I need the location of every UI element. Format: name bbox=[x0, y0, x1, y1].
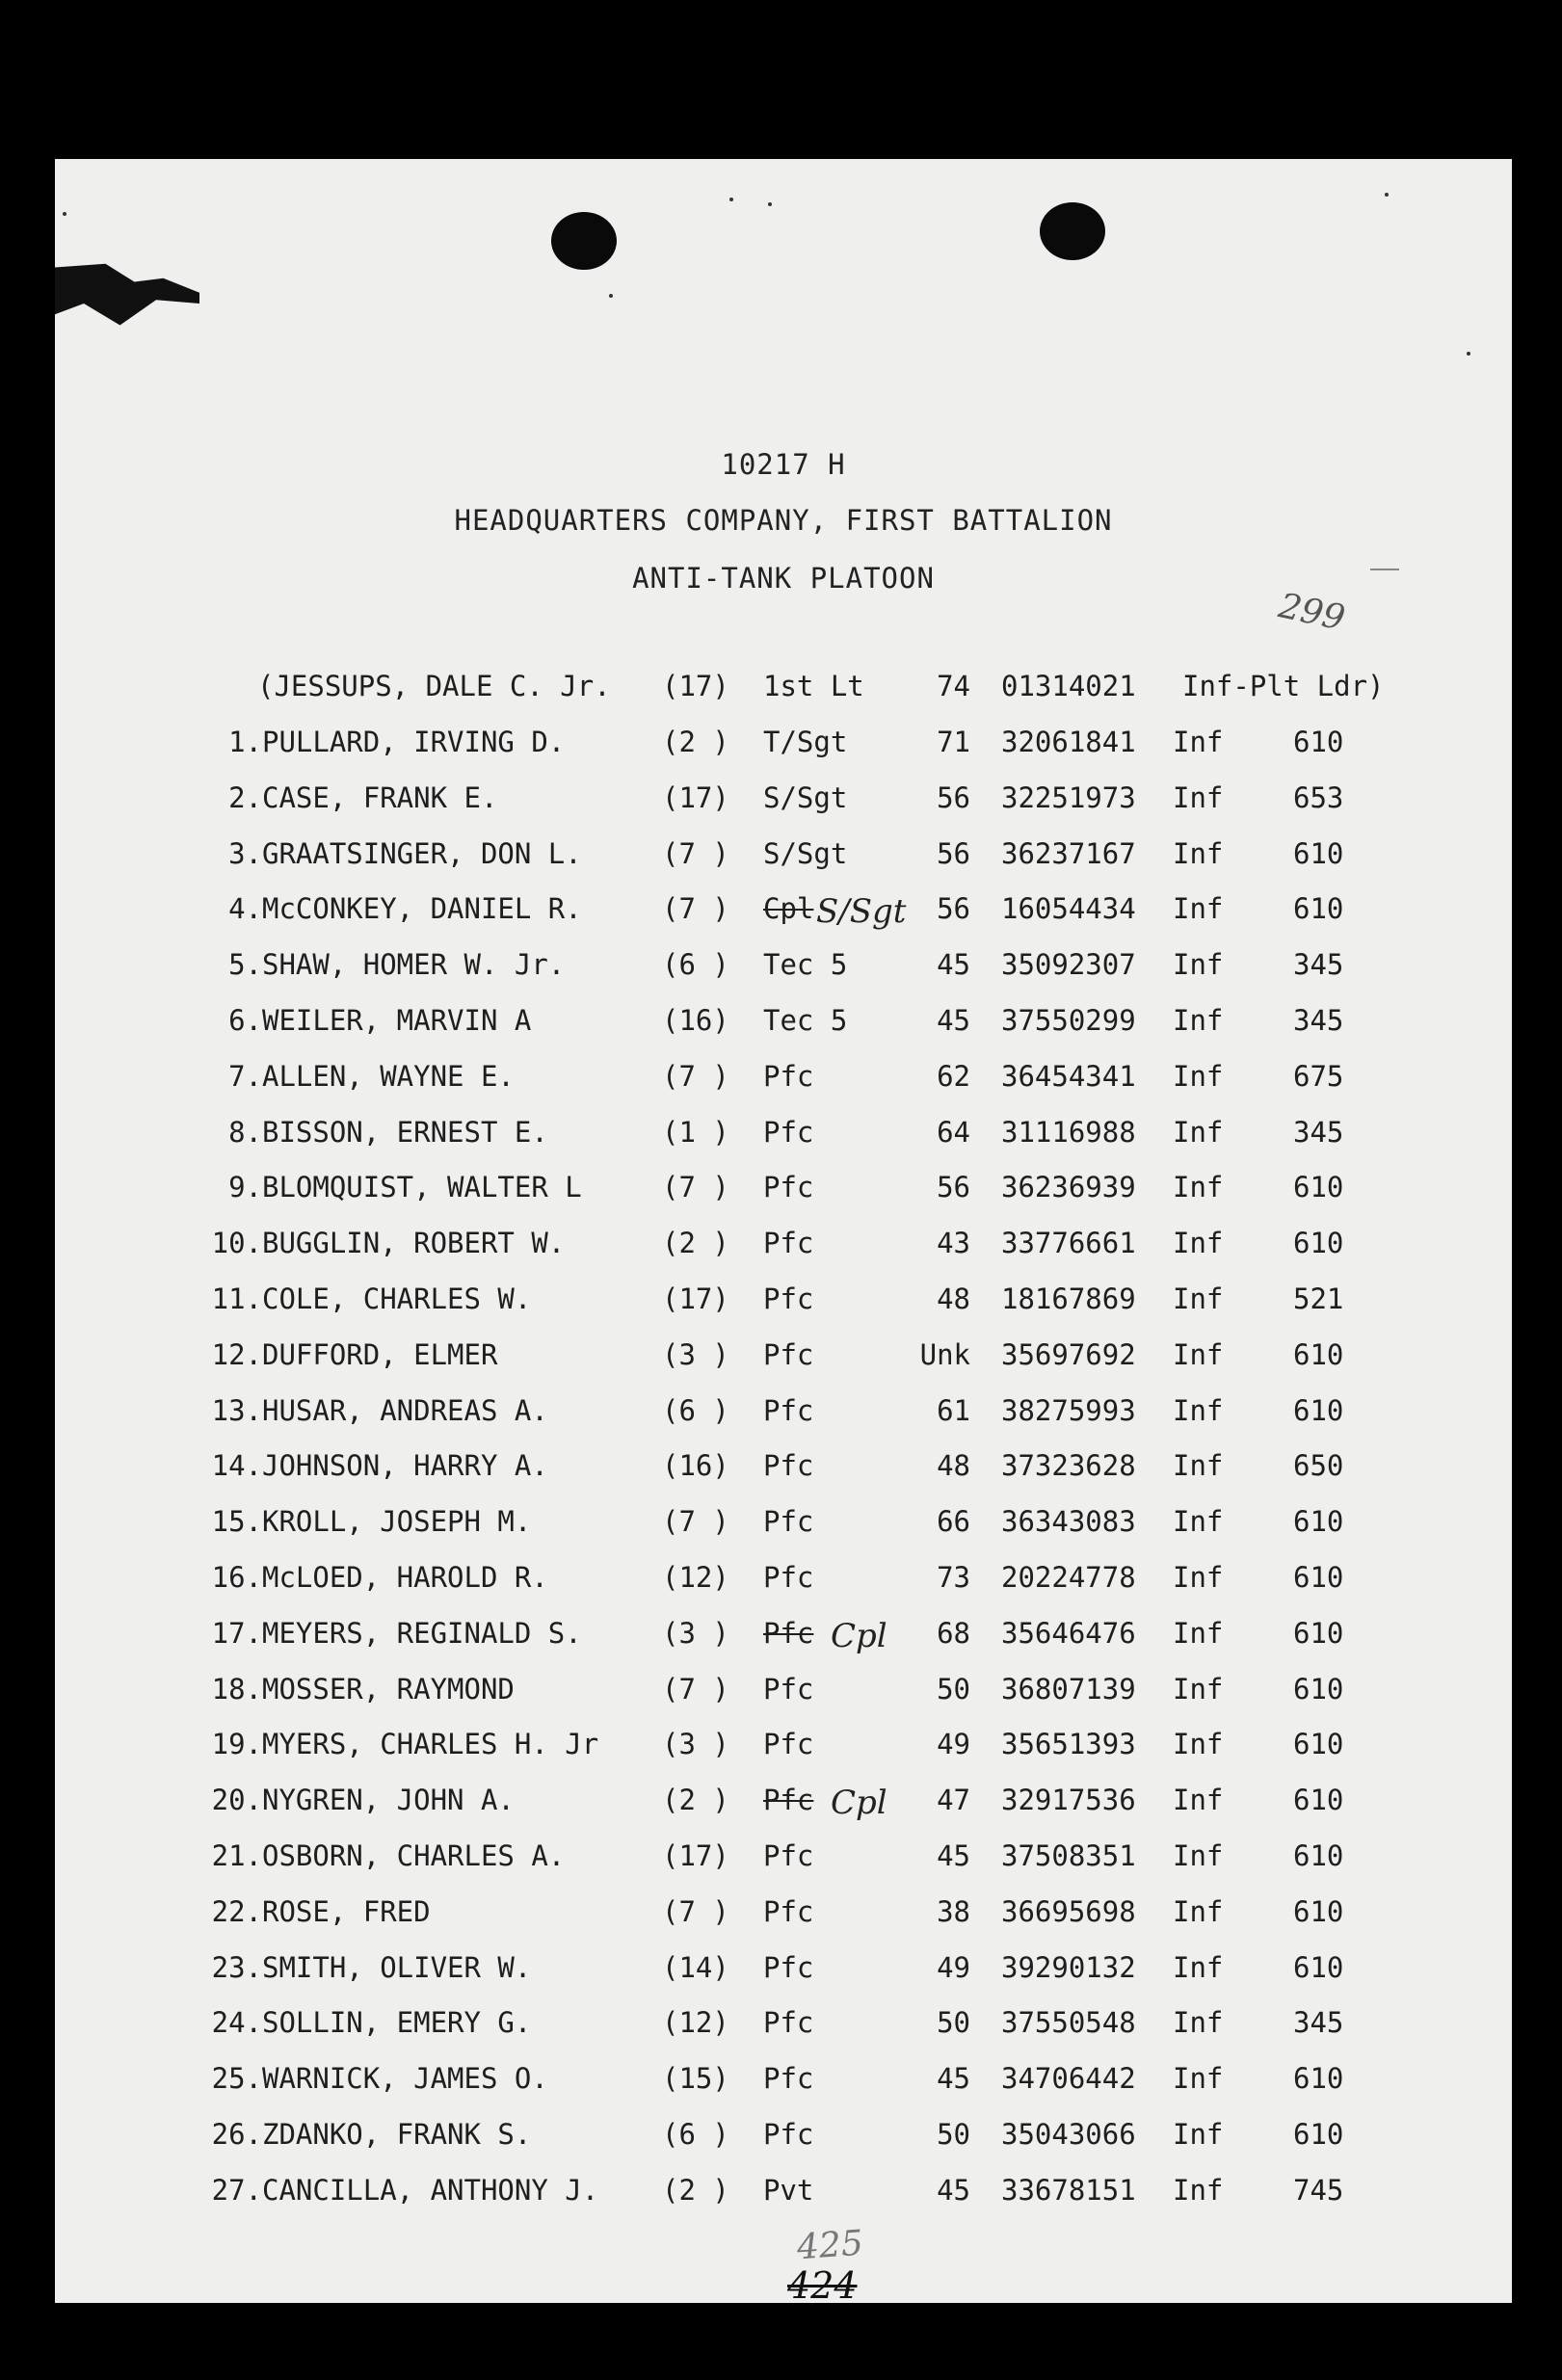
mos-cell: 610 bbox=[1293, 1672, 1344, 1706]
soldier-name: BUGGLIN, ROBERT W. bbox=[262, 1227, 566, 1260]
branch-cell: Inf bbox=[1173, 1950, 1224, 1984]
branch-cell: Inf bbox=[1173, 2006, 1224, 2040]
score-cell: 45 bbox=[937, 1839, 970, 1872]
score-cell: 71 bbox=[937, 726, 970, 758]
score-cell: 68 bbox=[937, 1616, 970, 1650]
serial-number: 32917536 bbox=[1001, 1784, 1136, 1817]
row-number: 4. bbox=[228, 892, 262, 926]
rank-cell: Pfc bbox=[763, 1616, 814, 1650]
mos-cell: 610 bbox=[1293, 1393, 1344, 1427]
score-cell: 49 bbox=[937, 1728, 970, 1761]
serial-number: 37508351 bbox=[1001, 1839, 1136, 1872]
speck bbox=[729, 198, 733, 201]
code-cell: (17) bbox=[662, 1283, 729, 1315]
branch-cell: Inf bbox=[1173, 2118, 1224, 2151]
row-number: 18. bbox=[211, 1672, 262, 1706]
soldier-name: MEYERS, REGINALD S. bbox=[262, 1616, 582, 1650]
branch-cell: Inf bbox=[1173, 1561, 1224, 1594]
mos-cell: 610 bbox=[1293, 1950, 1344, 1984]
file-number: 10217 H bbox=[721, 448, 846, 481]
speck bbox=[609, 294, 613, 298]
code-cell: (15) bbox=[662, 2062, 729, 2096]
code-cell: (6 ) bbox=[662, 2118, 729, 2151]
mos-cell: 610 bbox=[1293, 1839, 1344, 1872]
mos-cell: 610 bbox=[1293, 2118, 1344, 2151]
soldier-name: HUSAR, ANDREAS A. bbox=[262, 1393, 548, 1427]
rank-cell: Tec 5 bbox=[763, 1004, 848, 1037]
serial-number: 35646476 bbox=[1001, 1616, 1136, 1650]
branch-cell: Inf bbox=[1173, 1337, 1224, 1371]
soldier-name: CANCILLA, ANTHONY J. bbox=[262, 2173, 599, 2207]
row-number: 16. bbox=[211, 1561, 262, 1594]
mos-cell: 610 bbox=[1293, 1894, 1344, 1928]
soldier-name: NYGREN, JOHN A. bbox=[262, 1784, 515, 1817]
serial-number: 36343083 bbox=[1001, 1505, 1136, 1539]
serial-number: 35697692 bbox=[1001, 1337, 1136, 1371]
leader-row bbox=[55, 670, 1512, 708]
code-cell: (17) bbox=[662, 1839, 729, 1872]
row-number: 2. bbox=[228, 780, 262, 814]
soldier-name: SMITH, OLIVER W. bbox=[262, 1950, 532, 1984]
mos-cell: 653 bbox=[1293, 780, 1344, 814]
row-number: 19. bbox=[211, 1728, 262, 1761]
mos-cell: 521 bbox=[1293, 1283, 1344, 1315]
score-cell: 48 bbox=[937, 1449, 970, 1483]
handwritten-total-new: 425 bbox=[795, 2223, 865, 2268]
code-cell: (2 ) bbox=[662, 1227, 729, 1260]
rank-cell: Pfc bbox=[763, 1393, 814, 1427]
soldier-name: ZDANKO, FRANK S. bbox=[262, 2118, 532, 2151]
score-cell: 49 bbox=[937, 1950, 970, 1984]
serial-number: 36807139 bbox=[1001, 1672, 1136, 1706]
score-cell: Unk bbox=[919, 1337, 970, 1371]
branch-cell: Inf bbox=[1173, 892, 1224, 926]
rank-cell: Pfc bbox=[763, 1505, 814, 1539]
rank-cell: Pfc bbox=[763, 1449, 814, 1483]
row-number: 9. bbox=[228, 1171, 262, 1204]
soldier-name: KROLL, JOSEPH M. bbox=[262, 1505, 532, 1539]
branch-cell: Inf bbox=[1173, 948, 1224, 982]
soldier-name: ROSE, FRED bbox=[262, 1894, 431, 1928]
mos-cell: 345 bbox=[1293, 2006, 1344, 2040]
leader-code: (17) bbox=[662, 670, 729, 702]
branch-cell: Inf bbox=[1173, 1283, 1224, 1315]
table-row bbox=[55, 1283, 1512, 1321]
score-cell: 45 bbox=[937, 1004, 970, 1037]
leader-score: 74 bbox=[937, 670, 970, 702]
serial-number: 20224778 bbox=[1001, 1561, 1136, 1594]
row-number: 26. bbox=[211, 2118, 262, 2151]
leader-rank: 1st Lt bbox=[763, 670, 864, 702]
code-cell: (1 ) bbox=[662, 1115, 729, 1149]
rank-cell: Pfc bbox=[763, 1283, 814, 1315]
score-cell: 43 bbox=[937, 1227, 970, 1260]
soldier-name: SHAW, HOMER W. Jr. bbox=[262, 948, 566, 982]
soldier-name: BISSON, ERNEST E. bbox=[262, 1115, 548, 1149]
row-number: 23. bbox=[211, 1950, 262, 1984]
score-cell: 45 bbox=[937, 2173, 970, 2207]
branch-cell: Inf bbox=[1173, 1171, 1224, 1204]
row-number: 15. bbox=[211, 1505, 262, 1539]
serial-number: 36695698 bbox=[1001, 1894, 1136, 1928]
handwritten-total-old: 424 bbox=[787, 2264, 858, 2307]
mos-cell: 610 bbox=[1293, 2062, 1344, 2096]
unit-heading: HEADQUARTERS COMPANY, FIRST BATTALION bbox=[454, 504, 1113, 537]
branch-cell: Inf bbox=[1173, 1449, 1224, 1483]
score-cell: 66 bbox=[937, 1505, 970, 1539]
handwritten-rank: S/Sgt bbox=[816, 892, 907, 932]
row-number: 11. bbox=[211, 1283, 262, 1315]
soldier-name: CASE, FRANK E. bbox=[262, 780, 498, 814]
branch-cell: Inf bbox=[1173, 1115, 1224, 1149]
row-number: 14. bbox=[211, 1449, 262, 1483]
serial-number: 35651393 bbox=[1001, 1728, 1136, 1761]
row-number: 20. bbox=[211, 1784, 262, 1817]
table-row bbox=[55, 2118, 1512, 2156]
rank-cell: Pfc bbox=[763, 2062, 814, 2096]
branch-cell: Inf bbox=[1173, 1227, 1224, 1260]
serial-number: 33776661 bbox=[1001, 1227, 1136, 1260]
table-row bbox=[55, 1617, 1512, 1655]
rank-cell: Pfc bbox=[763, 1337, 814, 1371]
table-row bbox=[55, 1784, 1512, 1822]
code-cell: (6 ) bbox=[662, 948, 729, 982]
score-cell: 61 bbox=[937, 1393, 970, 1427]
serial-number: 35092307 bbox=[1001, 948, 1136, 982]
rank-cell: Pfc bbox=[763, 1894, 814, 1928]
score-cell: 50 bbox=[937, 1672, 970, 1706]
code-cell: (3 ) bbox=[662, 1728, 729, 1761]
speck bbox=[63, 212, 66, 216]
score-cell: 48 bbox=[937, 1283, 970, 1315]
mos-cell: 610 bbox=[1293, 1784, 1344, 1817]
table-row bbox=[55, 1951, 1512, 1990]
rank-cell: Pfc bbox=[763, 1728, 814, 1761]
branch-cell: Inf bbox=[1173, 1059, 1224, 1093]
score-cell: 56 bbox=[937, 1171, 970, 1204]
leader-branch: Inf-Plt Ldr) bbox=[1182, 670, 1385, 702]
rank-cell: Tec 5 bbox=[763, 948, 848, 982]
pencil-dash bbox=[1370, 569, 1399, 570]
branch-cell: Inf bbox=[1173, 1505, 1224, 1539]
code-cell: (7 ) bbox=[662, 1505, 729, 1539]
table-row bbox=[55, 948, 1512, 987]
rank-cell: Pfc bbox=[763, 2118, 814, 2151]
soldier-name: MOSSER, RAYMOND bbox=[262, 1672, 515, 1706]
code-cell: (17) bbox=[662, 780, 729, 814]
soldier-name: JOHNSON, HARRY A. bbox=[262, 1449, 548, 1483]
branch-cell: Inf bbox=[1173, 1728, 1224, 1761]
score-cell: 62 bbox=[937, 1059, 970, 1093]
table-row bbox=[55, 726, 1512, 764]
rank-cell: Pfc bbox=[763, 1227, 814, 1260]
soldier-name: MYERS, CHARLES H. Jr bbox=[262, 1728, 599, 1761]
handwritten-rank: Cpl bbox=[831, 1784, 887, 1823]
soldier-name: BLOMQUIST, WALTER L bbox=[262, 1171, 582, 1204]
mos-cell: 610 bbox=[1293, 1171, 1344, 1204]
rank-cell: Pvt bbox=[763, 2173, 814, 2207]
row-number: 12. bbox=[211, 1337, 262, 1371]
serial-number: 32061841 bbox=[1001, 726, 1136, 758]
serial-number: 33678151 bbox=[1001, 2173, 1136, 2207]
score-cell: 64 bbox=[937, 1115, 970, 1149]
soldier-name: OSBORN, CHARLES A. bbox=[262, 1839, 566, 1872]
table-row bbox=[55, 1116, 1512, 1154]
soldier-name: McCONKEY, DANIEL R. bbox=[262, 892, 582, 926]
soldier-name: PULLARD, IRVING D. bbox=[262, 726, 566, 758]
table-row bbox=[55, 1394, 1512, 1433]
rank-cell: S/Sgt bbox=[763, 836, 848, 870]
score-cell: 38 bbox=[937, 1894, 970, 1928]
speck bbox=[1467, 352, 1470, 356]
table-row bbox=[55, 892, 1512, 931]
mos-cell: 610 bbox=[1293, 1337, 1344, 1371]
punch-hole-right bbox=[1040, 202, 1105, 260]
code-cell: (16) bbox=[662, 1004, 729, 1037]
mos-cell: 610 bbox=[1293, 836, 1344, 870]
code-cell: (2 ) bbox=[662, 726, 729, 758]
code-cell: (7 ) bbox=[662, 1059, 729, 1093]
mos-cell: 610 bbox=[1293, 726, 1344, 758]
handwritten-number: 299 bbox=[1275, 586, 1349, 639]
mos-cell: 675 bbox=[1293, 1059, 1344, 1093]
table-row bbox=[55, 2062, 1512, 2101]
code-cell: (7 ) bbox=[662, 836, 729, 870]
table-row bbox=[55, 837, 1512, 876]
branch-cell: Inf bbox=[1173, 2173, 1224, 2207]
score-cell: 73 bbox=[937, 1561, 970, 1594]
rank-cell: S/Sgt bbox=[763, 780, 848, 814]
branch-cell: Inf bbox=[1173, 780, 1224, 814]
table-row bbox=[55, 2174, 1512, 2212]
table-row bbox=[55, 781, 1512, 820]
score-cell: 50 bbox=[937, 2118, 970, 2151]
mos-cell: 610 bbox=[1293, 892, 1344, 926]
serial-number: 38275993 bbox=[1001, 1393, 1136, 1427]
code-cell: (2 ) bbox=[662, 2173, 729, 2207]
rank-cell: Pfc bbox=[763, 1059, 814, 1093]
code-cell: (3 ) bbox=[662, 1616, 729, 1650]
rank-cell: Pfc bbox=[763, 1115, 814, 1149]
soldier-name: DUFFORD, ELMER bbox=[262, 1337, 498, 1371]
table-row bbox=[55, 1561, 1512, 1600]
platoon-heading: ANTI-TANK PLATOON bbox=[632, 562, 935, 595]
branch-cell: Inf bbox=[1173, 1784, 1224, 1817]
row-number: 22. bbox=[211, 1894, 262, 1928]
branch-cell: Inf bbox=[1173, 1839, 1224, 1872]
code-cell: (3 ) bbox=[662, 1337, 729, 1371]
branch-cell: Inf bbox=[1173, 1894, 1224, 1928]
mos-cell: 345 bbox=[1293, 1115, 1344, 1149]
rank-cell: Pfc bbox=[763, 1784, 814, 1817]
code-cell: (7 ) bbox=[662, 1894, 729, 1928]
rank-cell: T/Sgt bbox=[763, 726, 848, 758]
speck bbox=[768, 202, 772, 206]
mos-cell: 610 bbox=[1293, 1505, 1344, 1539]
serial-number: 18167869 bbox=[1001, 1283, 1136, 1315]
rank-cell: Pfc bbox=[763, 1672, 814, 1706]
score-cell: 45 bbox=[937, 2062, 970, 2096]
serial-number: 37323628 bbox=[1001, 1449, 1136, 1483]
mos-cell: 610 bbox=[1293, 1728, 1344, 1761]
punch-hole-left bbox=[551, 212, 617, 270]
serial-number: 36454341 bbox=[1001, 1059, 1136, 1093]
serial-number: 16054434 bbox=[1001, 892, 1136, 926]
soldier-name: WEILER, MARVIN A bbox=[262, 1004, 532, 1037]
code-cell: (12) bbox=[662, 2006, 729, 2040]
code-cell: (16) bbox=[662, 1449, 729, 1483]
soldier-name: GRAATSINGER, DON L. bbox=[262, 836, 582, 870]
row-number: 5. bbox=[228, 948, 262, 982]
score-cell: 45 bbox=[937, 948, 970, 982]
table-row bbox=[55, 1673, 1512, 1711]
code-cell: (7 ) bbox=[662, 1171, 729, 1204]
table-row bbox=[55, 1171, 1512, 1209]
score-cell: 47 bbox=[937, 1784, 970, 1817]
code-cell: (2 ) bbox=[662, 1784, 729, 1817]
mos-cell: 610 bbox=[1293, 1227, 1344, 1260]
leader-serial: 01314021 bbox=[1001, 670, 1136, 702]
soldier-name: McLOED, HAROLD R. bbox=[262, 1561, 548, 1594]
branch-cell: Inf bbox=[1173, 2062, 1224, 2096]
serial-number: 39290132 bbox=[1001, 1950, 1136, 1984]
table-row bbox=[55, 1004, 1512, 1043]
row-number: 25. bbox=[211, 2062, 262, 2096]
score-cell: 56 bbox=[937, 836, 970, 870]
row-number: 27. bbox=[211, 2173, 262, 2207]
mos-cell: 345 bbox=[1293, 1004, 1344, 1037]
branch-cell: Inf bbox=[1173, 1616, 1224, 1650]
score-cell: 56 bbox=[937, 892, 970, 926]
score-cell: 56 bbox=[937, 780, 970, 814]
soldier-name: ALLEN, WAYNE E. bbox=[262, 1059, 515, 1093]
serial-number: 37550299 bbox=[1001, 1004, 1136, 1037]
rank-cell: Pfc bbox=[763, 1171, 814, 1204]
table-row bbox=[55, 1895, 1512, 1934]
mos-cell: 345 bbox=[1293, 948, 1344, 982]
branch-cell: Inf bbox=[1173, 1004, 1224, 1037]
row-number: 13. bbox=[211, 1393, 262, 1427]
speck bbox=[1385, 193, 1389, 197]
code-cell: (14) bbox=[662, 1950, 729, 1984]
row-number: 17. bbox=[211, 1616, 262, 1650]
document-sheet bbox=[55, 159, 1512, 2307]
table-row bbox=[55, 1227, 1512, 1265]
table-row bbox=[55, 1505, 1512, 1544]
serial-number: 32251973 bbox=[1001, 780, 1136, 814]
soldier-name: COLE, CHARLES W. bbox=[262, 1283, 532, 1315]
table-row bbox=[55, 2006, 1512, 2045]
mos-cell: 745 bbox=[1293, 2173, 1344, 2207]
mos-cell: 610 bbox=[1293, 1616, 1344, 1650]
row-number: 3. bbox=[228, 836, 262, 870]
rank-cell: Pfc bbox=[763, 1950, 814, 1984]
row-number: 10. bbox=[211, 1227, 262, 1260]
soldier-name: SOLLIN, EMERY G. bbox=[262, 2006, 532, 2040]
row-number: 7. bbox=[228, 1059, 262, 1093]
code-cell: (7 ) bbox=[662, 1672, 729, 1706]
branch-cell: Inf bbox=[1173, 1393, 1224, 1427]
row-number: 1. bbox=[228, 726, 262, 758]
table-row bbox=[55, 1338, 1512, 1377]
code-cell: (7 ) bbox=[662, 892, 729, 926]
table-row bbox=[55, 1728, 1512, 1766]
code-cell: (6 ) bbox=[662, 1393, 729, 1427]
row-number: 21. bbox=[211, 1839, 262, 1872]
leader-name: (JESSUPS, DALE C. Jr. bbox=[257, 670, 611, 702]
branch-cell: Inf bbox=[1173, 726, 1224, 758]
serial-number: 36236939 bbox=[1001, 1171, 1136, 1204]
mos-cell: 650 bbox=[1293, 1449, 1344, 1483]
serial-number: 35043066 bbox=[1001, 2118, 1136, 2151]
mos-cell: 610 bbox=[1293, 1561, 1344, 1594]
branch-cell: Inf bbox=[1173, 836, 1224, 870]
score-cell: 50 bbox=[937, 2006, 970, 2040]
serial-number: 36237167 bbox=[1001, 836, 1136, 870]
row-number: 24. bbox=[211, 2006, 262, 2040]
row-number: 8. bbox=[228, 1115, 262, 1149]
rank-cell: Pfc bbox=[763, 2006, 814, 2040]
row-number: 6. bbox=[228, 1004, 262, 1037]
handwritten-rank: Cpl bbox=[831, 1616, 887, 1655]
torn-corner bbox=[55, 260, 199, 332]
code-cell: (12) bbox=[662, 1561, 729, 1594]
branch-cell: Inf bbox=[1173, 1672, 1224, 1706]
table-row bbox=[55, 1839, 1512, 1878]
rank-cell: Pfc bbox=[763, 1561, 814, 1594]
rank-cell: Cpl bbox=[763, 892, 814, 926]
rank-cell: Pfc bbox=[763, 1839, 814, 1872]
serial-number: 31116988 bbox=[1001, 1115, 1136, 1149]
table-row bbox=[55, 1449, 1512, 1488]
soldier-name: WARNICK, JAMES O. bbox=[262, 2062, 548, 2096]
serial-number: 37550548 bbox=[1001, 2006, 1136, 2040]
serial-number: 34706442 bbox=[1001, 2062, 1136, 2096]
table-row bbox=[55, 1060, 1512, 1098]
